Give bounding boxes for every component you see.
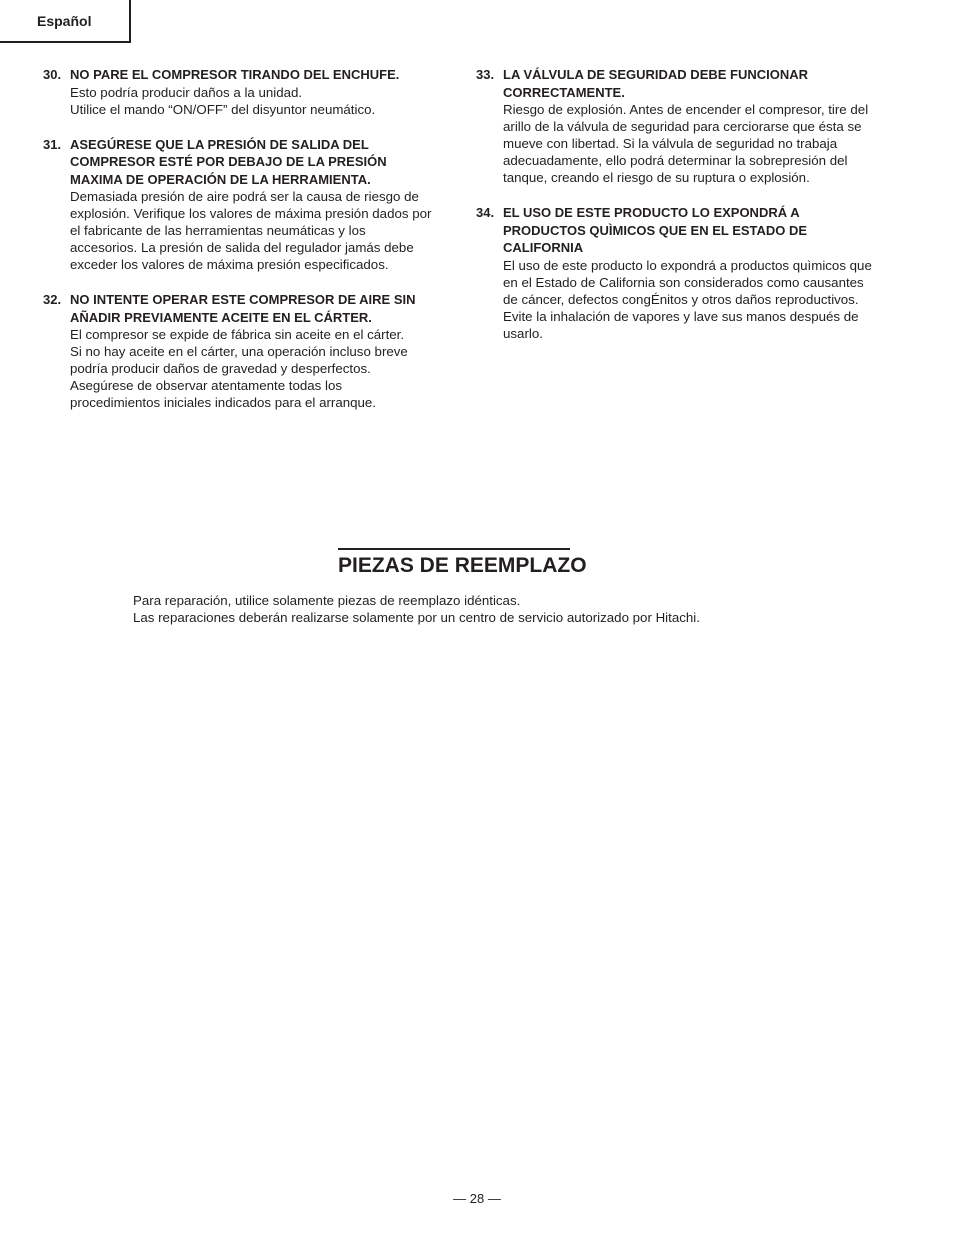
safety-item-30	[43, 64, 433, 118]
left-column	[43, 64, 433, 427]
item-body-line: El compresor se expide de fábrica sin aceite en el cárter.	[70, 327, 405, 342]
safety-item-32	[43, 289, 433, 411]
item-heading: NO PARE EL COMPRESOR TIRANDO DEL ENCHUFE.	[70, 67, 400, 82]
language-label: Español	[37, 13, 92, 29]
page-number: — 28 —	[453, 1191, 501, 1206]
item-number: 30.	[43, 67, 62, 82]
safety-item-34	[476, 202, 876, 342]
item-number: 34.	[476, 205, 495, 220]
section-text	[133, 592, 700, 626]
language-tab	[0, 0, 131, 43]
item-body-line: Riesgo de explosión. Antes de encender el compresor, tire del arillo de la válvula de seguridad para cerciorarse que ésta se mueve con libertad. Si la válvula de seguridad no trabaja adecuadamente, ello podrá determinar la sobrepresión del tanque, creando el riesgo de su ruptura o explosión.	[503, 102, 869, 185]
item-heading: LA VÁLVULA DE SEGURIDAD DEBE FUNCIONAR CORRECTAMENTE.	[503, 67, 809, 100]
item-body	[70, 326, 433, 411]
safety-item-33	[476, 64, 876, 186]
section-line: Las reparaciones deberán realizarse solamente por un centro de servicio autorizado por Hitachi.	[133, 610, 700, 625]
item-body-line: Demasiada presión de aire podrá ser la causa de riesgo de explosión. Verifique los valores de máxima presión dados por el fabricante de las herramientas neumáticas y los accesorios. La presión de salida del regulador jamás debe exceder los valores de máxima presión especificados.	[70, 189, 432, 272]
item-body-line: Utilice el mando “ON/OFF” del disyuntor neumático.	[70, 101, 376, 117]
item-heading: NO INTENTE OPERAR ESTE COMPRESOR DE AIRE SIN AÑADIR PREVIAMENTE ACEITE EN EL CÁRTER.	[70, 292, 416, 325]
item-heading: ASEGÚRESE QUE LA PRESIÓN DE SALIDA DEL COMPRESOR ESTÉ POR DEBAJO DE LA PRESIÓN MAXIMA DE OPERACIÓN DE LA HERRAMIENTA.	[70, 136, 387, 187]
item-body-line: Si no hay aceite en el cárter, una operación incluso breve podría producir daños de gravedad y desperfectos. Asegúrese de observar atentamente todas los procedimientos iniciales indicados para el arranque.	[70, 344, 408, 410]
safety-item-31	[43, 134, 433, 274]
item-body	[503, 257, 876, 342]
item-heading: EL USO DE ESTE PRODUCTO LO EXPONDRÁ A PRODUCTOS QUÌMICOS QUE EN EL ESTADO DE CALIFORNIA	[503, 205, 808, 255]
item-number: 31.	[43, 136, 62, 152]
section-line: Para reparación, utilice solamente piezas de reemplazo idénticas.	[133, 593, 521, 608]
item-body-line: El uso de este producto lo expondrá a productos quìmicos que en el Estado de California son considerados como causantes de cáncer, defectos congÉnitos y otros daños reproductivos. Evite la inhalación de vapores y lave sus manos después de usarlo.	[503, 257, 872, 341]
item-body	[70, 84, 433, 118]
item-body	[70, 188, 433, 273]
section-title: PIEZAS DE REEMPLAZO	[338, 548, 570, 579]
right-column	[476, 64, 876, 358]
item-body	[503, 101, 876, 186]
item-number: 33.	[476, 67, 495, 82]
item-number: 32.	[43, 292, 62, 307]
item-body-line: Esto podría producir daños a la unidad.	[70, 84, 303, 100]
